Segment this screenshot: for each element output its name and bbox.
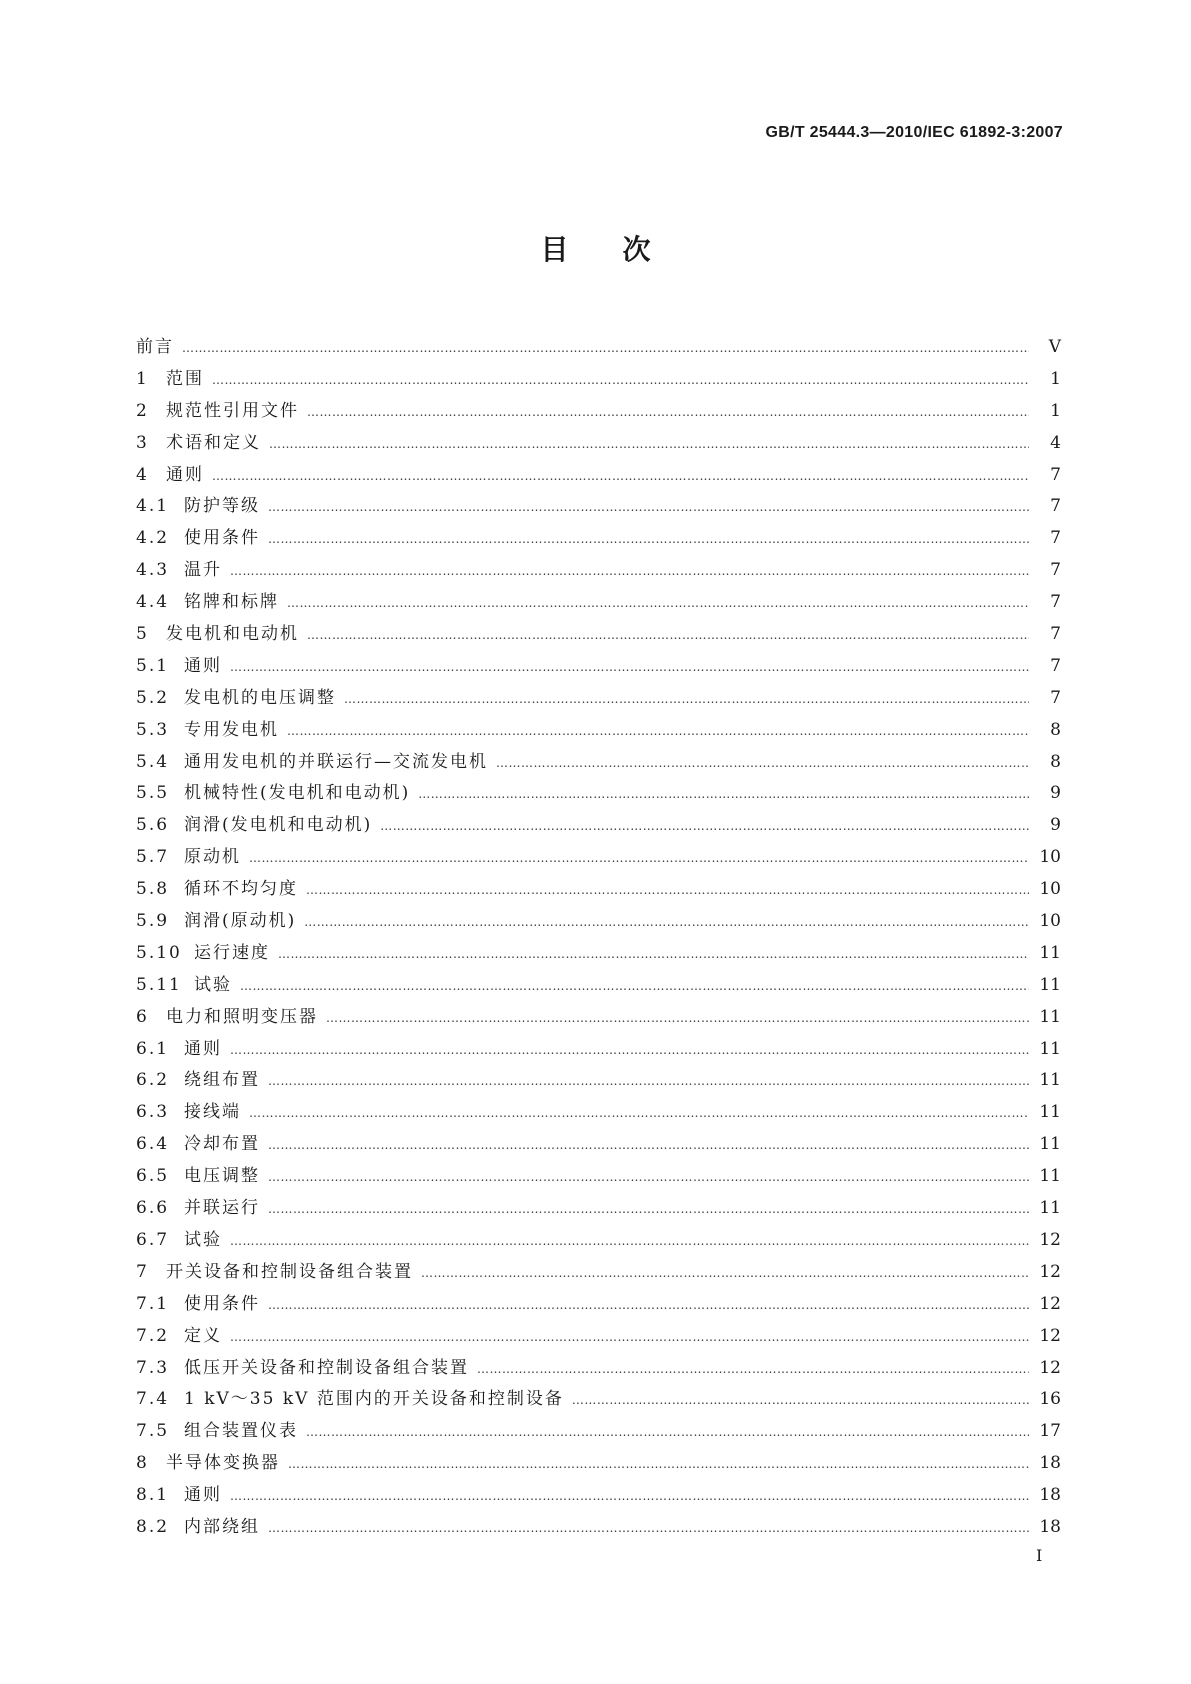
toc-entry-page: 7 xyxy=(1050,655,1061,676)
toc-entry-title: 前言 xyxy=(136,337,174,357)
dot-leader xyxy=(421,1266,1029,1280)
toc-entry-title: 润滑(原动机) xyxy=(184,911,297,932)
dot-leader xyxy=(477,1362,1029,1376)
toc-entry[interactable] xyxy=(136,715,1061,747)
toc-entry-number: 7.5 xyxy=(136,1421,170,1442)
toc-entry-page: 11 xyxy=(1039,1006,1061,1027)
dot-leader xyxy=(249,1106,1029,1120)
dot-leader xyxy=(230,1234,1029,1248)
toc-entry-number: 8.1 xyxy=(136,1485,170,1506)
toc-entry-title: 通则 xyxy=(184,655,222,676)
toc-entry[interactable] xyxy=(136,1353,1061,1385)
toc-entry[interactable] xyxy=(136,1289,1061,1321)
toc-entry-title: 运行速度 xyxy=(194,942,270,963)
toc-entry-page: 17 xyxy=(1039,1421,1061,1442)
toc-entry-title: 试验 xyxy=(194,974,232,995)
dot-leader xyxy=(380,819,1029,833)
dot-leader xyxy=(572,1393,1029,1407)
toc-entry-title: 低压开关设备和控制设备组合装置 xyxy=(184,1357,469,1378)
toc-entry[interactable] xyxy=(136,1225,1061,1257)
toc-entry[interactable] xyxy=(136,651,1061,683)
toc-entry[interactable] xyxy=(136,1257,1061,1289)
toc-entry-page: V xyxy=(1048,337,1061,357)
dot-leader xyxy=(288,1457,1029,1471)
toc-entry-page: 11 xyxy=(1039,1070,1061,1091)
dot-leader xyxy=(230,1330,1029,1344)
toc-entry-title: 规范性引用文件 xyxy=(166,400,299,421)
dot-leader xyxy=(249,851,1029,865)
toc-entry-number: 6.5 xyxy=(136,1166,170,1187)
page-title: 目次 xyxy=(540,233,705,266)
toc-entry-title: 润滑(发电机和电动机) xyxy=(184,815,373,836)
toc-entry-page: 18 xyxy=(1039,1516,1061,1537)
dot-leader xyxy=(230,1489,1029,1503)
toc-entry[interactable] xyxy=(136,332,1061,364)
toc-entry-number: 8 xyxy=(136,1453,149,1474)
toc-entry-title: 使用条件 xyxy=(184,528,260,549)
toc-entry[interactable] xyxy=(136,1321,1061,1353)
toc-entry[interactable] xyxy=(136,1097,1061,1129)
toc-entry-number: 6 xyxy=(136,1006,149,1027)
toc-entry[interactable] xyxy=(136,906,1061,938)
toc-entry-title: 温升 xyxy=(184,560,222,581)
toc-entry-title: 电力和照明变压器 xyxy=(166,1006,318,1027)
toc-entry[interactable] xyxy=(136,1129,1061,1161)
dot-leader xyxy=(240,979,1029,993)
toc-entry[interactable] xyxy=(136,1034,1061,1066)
toc-entry-number: 4.4 xyxy=(136,592,170,613)
toc-entry-page: 9 xyxy=(1050,815,1061,836)
toc-entry-page: 7 xyxy=(1050,528,1061,549)
toc-entry-number: 4.3 xyxy=(136,560,170,581)
toc-entry[interactable] xyxy=(136,970,1061,1002)
toc-entry-number: 5.7 xyxy=(136,847,170,868)
toc-entry-page: 12 xyxy=(1039,1357,1061,1378)
toc-entry-title: 发电机的电压调整 xyxy=(184,687,336,708)
dot-leader xyxy=(269,437,1029,451)
toc-entry-page: 12 xyxy=(1039,1261,1061,1282)
toc-entry-page: 12 xyxy=(1039,1293,1061,1314)
toc-entry-title: 专用发电机 xyxy=(184,719,279,740)
toc-entry-number: 8.2 xyxy=(136,1516,170,1537)
toc-entry-number: 6.6 xyxy=(136,1198,170,1219)
standard-code: GB/T 25444.3—2010/IEC 61892-3:2007 xyxy=(765,124,1063,141)
dot-leader xyxy=(268,1521,1029,1535)
toc-entry-page: 1 xyxy=(1050,368,1061,389)
toc-entry-title: 机械特性(发电机和电动机) xyxy=(184,783,411,804)
toc-entry-number: 5.10 xyxy=(136,942,182,963)
toc-entry[interactable] xyxy=(136,810,1061,842)
toc-entry-page: 12 xyxy=(1039,1229,1061,1250)
toc-entry[interactable] xyxy=(136,587,1061,619)
toc-entry-title: 循环不均匀度 xyxy=(184,879,298,900)
toc-entry[interactable] xyxy=(136,1416,1061,1448)
toc-entry[interactable] xyxy=(136,1512,1061,1544)
dot-leader xyxy=(268,1202,1029,1216)
toc-entry-number: 7 xyxy=(136,1261,149,1282)
toc-entry-number: 7.2 xyxy=(136,1325,170,1346)
toc-entry[interactable] xyxy=(136,428,1061,460)
dot-leader xyxy=(306,883,1029,897)
dot-leader xyxy=(304,915,1029,929)
dot-leader xyxy=(182,341,1029,355)
dot-leader xyxy=(230,1043,1029,1057)
toc-entry-title: 开关设备和控制设备组合装置 xyxy=(166,1261,413,1282)
dot-leader xyxy=(268,1170,1029,1184)
toc-entry[interactable] xyxy=(136,523,1061,555)
dot-leader xyxy=(287,724,1029,738)
toc-entry-page: 8 xyxy=(1050,751,1061,772)
toc-entry-page: 7 xyxy=(1050,592,1061,613)
toc-entry-title: 发电机和电动机 xyxy=(166,624,299,645)
toc-entry-number: 5.9 xyxy=(136,911,170,932)
toc-entry-title: 通用发电机的并联运行—交流发电机 xyxy=(184,751,488,772)
toc-entry-title: 定义 xyxy=(184,1325,222,1346)
page-number: I xyxy=(1036,1546,1043,1565)
toc-entry-number: 5.3 xyxy=(136,719,170,740)
toc-entry-page: 4 xyxy=(1050,432,1061,453)
toc-entry-title: 试验 xyxy=(184,1229,222,1250)
toc-entry[interactable] xyxy=(136,1384,1061,1416)
dot-leader xyxy=(230,564,1029,578)
toc-entry-number: 6.3 xyxy=(136,1102,170,1123)
toc-entry-number: 5 xyxy=(136,624,149,645)
toc-entry-title: 防护等级 xyxy=(184,496,260,517)
dot-leader xyxy=(268,532,1029,546)
toc-entry[interactable] xyxy=(136,683,1061,715)
toc-entry-number: 5.4 xyxy=(136,751,170,772)
toc-entry-number: 1 xyxy=(136,368,149,389)
toc-entry-page: 11 xyxy=(1039,974,1061,995)
toc-entry[interactable] xyxy=(136,1480,1061,1512)
toc-entry-number: 5.11 xyxy=(136,974,182,995)
toc-entry[interactable] xyxy=(136,396,1061,428)
dot-leader xyxy=(230,660,1029,674)
dot-leader xyxy=(278,947,1029,961)
toc-entry-page: 16 xyxy=(1039,1389,1061,1410)
dot-leader xyxy=(212,373,1029,387)
toc-entry-number: 4 xyxy=(136,464,149,485)
toc-entry-number: 6.4 xyxy=(136,1134,170,1155)
toc-entry-page: 11 xyxy=(1039,1102,1061,1123)
dot-leader xyxy=(268,1138,1029,1152)
dot-leader xyxy=(306,1425,1029,1439)
toc-entry-number: 5.8 xyxy=(136,879,170,900)
toc-entry-title: 范围 xyxy=(166,368,204,389)
toc-entry-page: 11 xyxy=(1039,942,1061,963)
toc-entry[interactable] xyxy=(136,460,1061,492)
toc-entry[interactable] xyxy=(136,1448,1061,1480)
toc-entry-title: 原动机 xyxy=(184,847,241,868)
dot-leader xyxy=(287,596,1029,610)
toc-entry-page: 11 xyxy=(1039,1134,1061,1155)
toc-entry-page: 7 xyxy=(1050,464,1061,485)
toc-entry-page: 7 xyxy=(1050,624,1061,645)
toc-entry-number: 6.2 xyxy=(136,1070,170,1091)
dot-leader xyxy=(307,405,1029,419)
toc-entry-number: 4.1 xyxy=(136,496,170,517)
toc-entry-number: 4.2 xyxy=(136,528,170,549)
toc-entry[interactable] xyxy=(136,842,1061,874)
toc-entry-page: 7 xyxy=(1050,496,1061,517)
toc-entry-page: 18 xyxy=(1039,1485,1061,1506)
toc-entry-number: 5.1 xyxy=(136,655,170,676)
toc-entry-page: 11 xyxy=(1039,1038,1061,1059)
toc-entry-title: 内部绕组 xyxy=(184,1516,260,1537)
table-of-contents xyxy=(136,332,1061,1544)
toc-entry-page: 11 xyxy=(1039,1166,1061,1187)
toc-entry-number: 7.3 xyxy=(136,1357,170,1378)
toc-entry-title: 术语和定义 xyxy=(166,432,261,453)
toc-entry[interactable] xyxy=(136,778,1061,810)
toc-entry-title: 并联运行 xyxy=(184,1198,260,1219)
toc-entry[interactable] xyxy=(136,619,1061,651)
dot-leader xyxy=(268,1298,1029,1312)
dot-leader xyxy=(268,1074,1029,1088)
toc-entry-title: 1 kV～35 kV 范围内的开关设备和控制设备 xyxy=(184,1389,564,1410)
toc-entry[interactable] xyxy=(136,747,1061,779)
toc-entry-page: 7 xyxy=(1050,560,1061,581)
toc-entry-title: 铭牌和标牌 xyxy=(184,592,279,613)
toc-entry-number: 7.1 xyxy=(136,1293,170,1314)
toc-entry[interactable] xyxy=(136,1065,1061,1097)
toc-entry-number: 5.6 xyxy=(136,815,170,836)
toc-entry[interactable] xyxy=(136,1002,1061,1034)
toc-entry-number: 7.4 xyxy=(136,1389,170,1410)
dot-leader xyxy=(344,692,1029,706)
toc-entry-number: 6.7 xyxy=(136,1229,170,1250)
toc-entry-page: 10 xyxy=(1039,911,1061,932)
toc-entry[interactable] xyxy=(136,1193,1061,1225)
toc-entry-title: 电压调整 xyxy=(184,1166,260,1187)
toc-entry-title: 组合装置仪表 xyxy=(184,1421,298,1442)
toc-entry-number: 5.5 xyxy=(136,783,170,804)
toc-entry[interactable] xyxy=(136,874,1061,906)
toc-entry-page: 8 xyxy=(1050,719,1061,740)
toc-entry[interactable] xyxy=(136,364,1061,396)
toc-entry[interactable] xyxy=(136,1161,1061,1193)
dot-leader xyxy=(418,787,1029,801)
dot-leader xyxy=(212,469,1029,483)
toc-entry-title: 冷却布置 xyxy=(184,1134,260,1155)
toc-entry-title: 半导体变换器 xyxy=(166,1453,280,1474)
toc-entry-page: 11 xyxy=(1039,1198,1061,1219)
toc-entry[interactable] xyxy=(136,555,1061,587)
dot-leader xyxy=(307,628,1029,642)
dot-leader xyxy=(496,756,1029,770)
toc-entry-title: 通则 xyxy=(184,1038,222,1059)
toc-entry-number: 6.1 xyxy=(136,1038,170,1059)
toc-entry-page: 18 xyxy=(1039,1453,1061,1474)
toc-entry-number: 3 xyxy=(136,432,149,453)
toc-entry-title: 通则 xyxy=(184,1485,222,1506)
toc-entry-title: 使用条件 xyxy=(184,1293,260,1314)
toc-entry[interactable] xyxy=(136,938,1061,970)
toc-entry-title: 通则 xyxy=(166,464,204,485)
toc-entry-page: 10 xyxy=(1039,879,1061,900)
toc-entry-page: 1 xyxy=(1050,400,1061,421)
dot-leader xyxy=(326,1011,1029,1025)
toc-entry-page: 7 xyxy=(1050,687,1061,708)
toc-entry-title: 绕组布置 xyxy=(184,1070,260,1091)
toc-entry-page: 10 xyxy=(1039,847,1061,868)
toc-entry[interactable] xyxy=(136,491,1061,523)
dot-leader xyxy=(268,500,1029,514)
toc-entry-title: 接线端 xyxy=(184,1102,241,1123)
toc-entry-number: 2 xyxy=(136,400,149,421)
toc-entry-page: 12 xyxy=(1039,1325,1061,1346)
toc-entry-page: 9 xyxy=(1050,783,1061,804)
toc-entry-number: 5.2 xyxy=(136,687,170,708)
